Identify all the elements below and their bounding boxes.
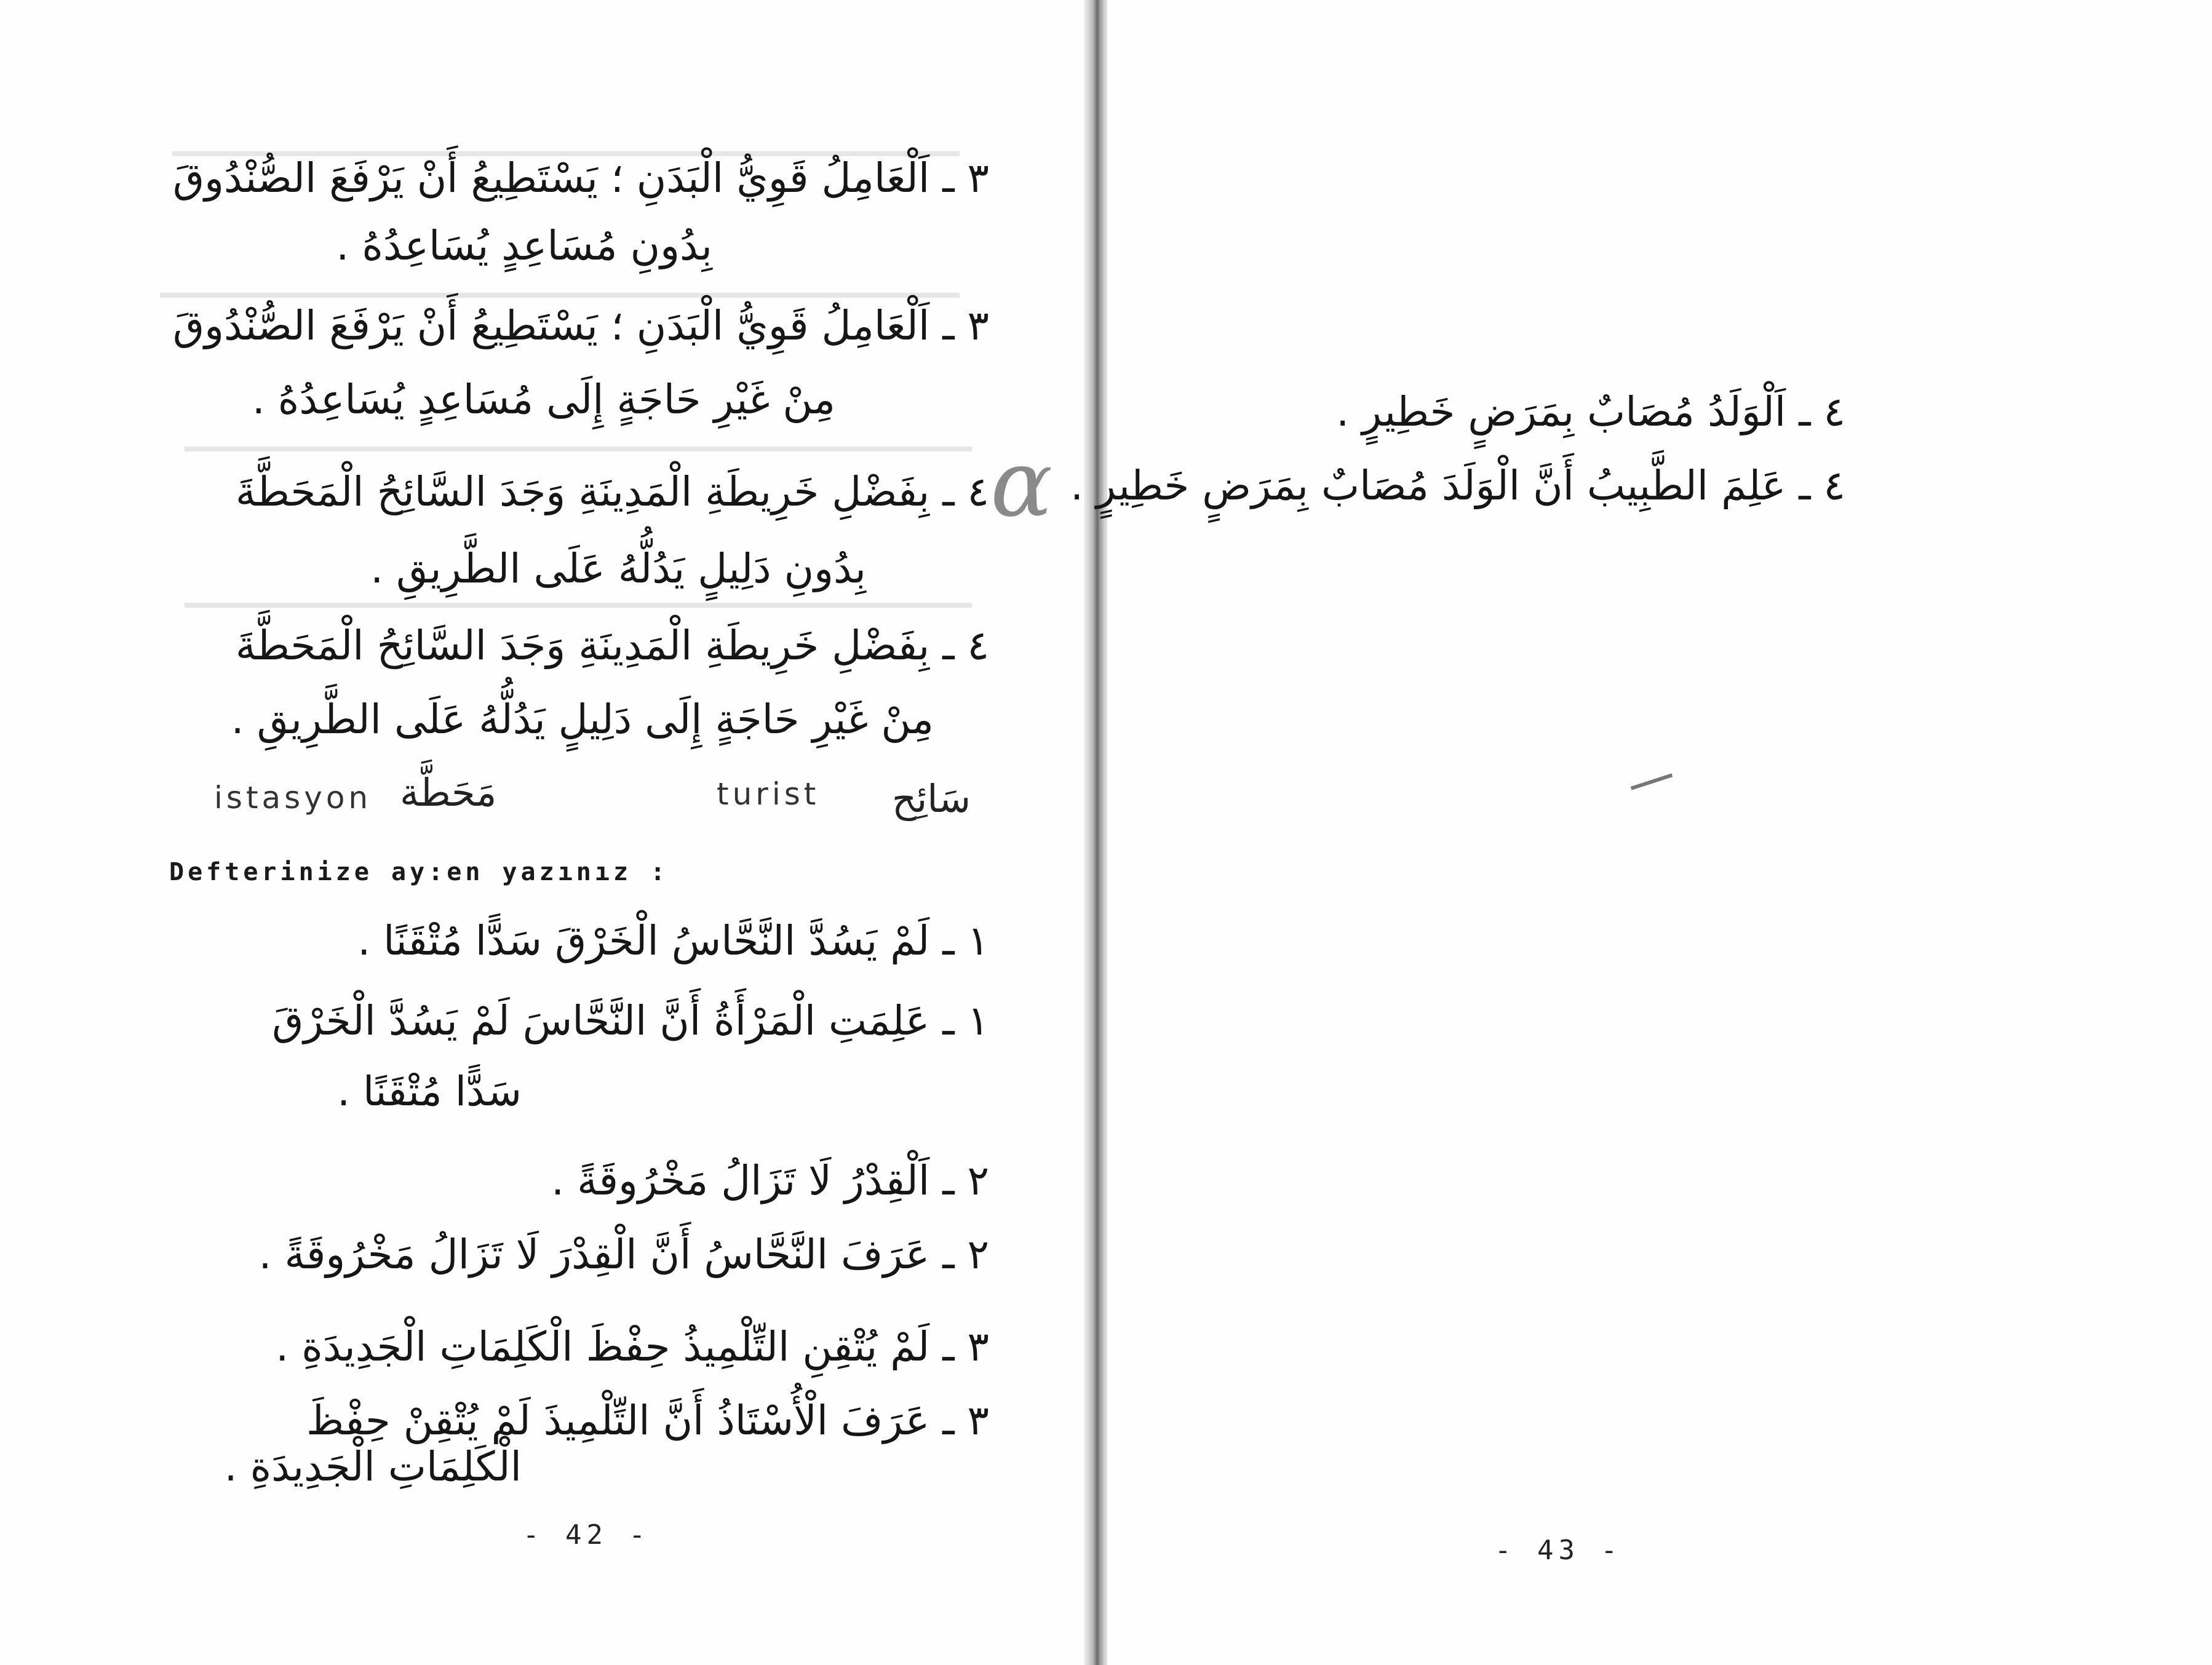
exercise-line: الْكَلِمَاتِ الْجَدِيدَةِ .: [224, 1443, 522, 1490]
exercise-line: ١ ـ عَلِمَتِ الْمَرْأَةُ أَنَّ النَّحَّاسَ لَمْ يَسُدَّ الْخَرْقَ: [272, 997, 989, 1044]
text-line: بِدُونِ دَلِيلٍ يَدُلُّهُ عَلَى الطَّرِيقِ .: [370, 545, 866, 592]
exercise-line: ٣ ـ لَمْ يُتْقِنِ التِّلْمِيذُ حِفْظَ الْكَلِمَاتِ الْجَدِيدَةِ .: [276, 1323, 989, 1370]
text-line: ٤ ـ بِفَضْلِ خَرِيطَةِ الْمَدِينَةِ وَجَدَ السَّائِحُ الْمَحَطَّةَ: [235, 468, 989, 515]
vocab-arabic-saih: سَائِح: [892, 776, 971, 821]
vocab-latin-istasyon: istasyon: [214, 780, 372, 816]
text-line: ٣ ـ اَلْعَامِلُ قَوِيُّ الْبَدَنِ ؛ يَسْتَطِيعُ أَنْ يَرْفَعَ الصُّنْدُوقَ: [172, 302, 989, 349]
text-line: بِدُونِ مُسَاعِدٍ يُسَاعِدُهُ .: [336, 222, 712, 269]
text-line: ٤ ـ بِفَضْلِ خَرِيطَةِ الْمَدِينَةِ وَجَدَ السَّائِحُ الْمَحَطَّةَ: [235, 622, 989, 669]
exercise-line: ٢ ـ عَرَفَ النَّحَّاسُ أَنَّ الْقِدْرَ لَا تَزَالُ مَخْرُوقَةً .: [258, 1231, 989, 1278]
text-line: ٣ ـ اَلْعَامِلُ قَوِيُّ الْبَدَنِ ؛ يَسْتَطِيعُ أَنْ يَرْفَعَ الصُّنْدُوقَ: [172, 154, 989, 202]
margin-annotation: α: [990, 431, 1053, 538]
exercise-line: سَدًّا مُتْقَنًا .: [337, 1068, 522, 1115]
exercise-line: ١ ـ لَمْ يَسُدَّ النَّحَّاسُ الْخَرْقَ سَدًّا مُتْقَنًا .: [357, 917, 989, 964]
page-number-right: - 43 -: [1495, 1535, 1622, 1566]
erase-mark: [185, 603, 972, 608]
instruction-heading: Defterinize ay:en yazınız :: [169, 858, 669, 886]
right-page: [1070, 0, 2212, 1665]
vocab-arabic-mahatta: مَحَطَّة: [400, 770, 497, 815]
text-line: مِنْ غَيْرِ حَاجَةٍ إِلَى مُسَاعِدٍ يُسَاعِدُهُ .: [252, 376, 835, 423]
exercise-line: ٣ ـ عَرَفَ الْأُسْتَاذُ أَنَّ التِّلْمِيذَ لَمْ يُتْقِنْ حِفْظَ: [306, 1397, 989, 1444]
exercise-line: ٢ ـ اَلْقِدْرُ لَا تَزَالُ مَخْرُوقَةً .: [551, 1157, 989, 1204]
text-line: ٤ ـ عَلِمَ الطَّبِيبُ أَنَّ الْوَلَدَ مُصَابٌ بِمَرَضٍ خَطِيرٍ .: [1070, 462, 1845, 509]
text-line: ٤ ـ اَلْوَلَدُ مُصَابٌ بِمَرَضٍ خَطِيرٍ .: [1336, 388, 1845, 435]
page-number-left: - 42 -: [523, 1519, 650, 1551]
stray-pen-mark: [1631, 773, 1673, 790]
text-line: مِنْ غَيْرِ حَاجَةٍ إِلَى دَلِيلٍ يَدُلُّهُ عَلَى الطَّرِيقِ .: [231, 696, 934, 743]
vocab-latin-turist: turist: [717, 776, 820, 812]
erase-mark: [185, 447, 972, 451]
left-page: [0, 0, 1094, 1665]
